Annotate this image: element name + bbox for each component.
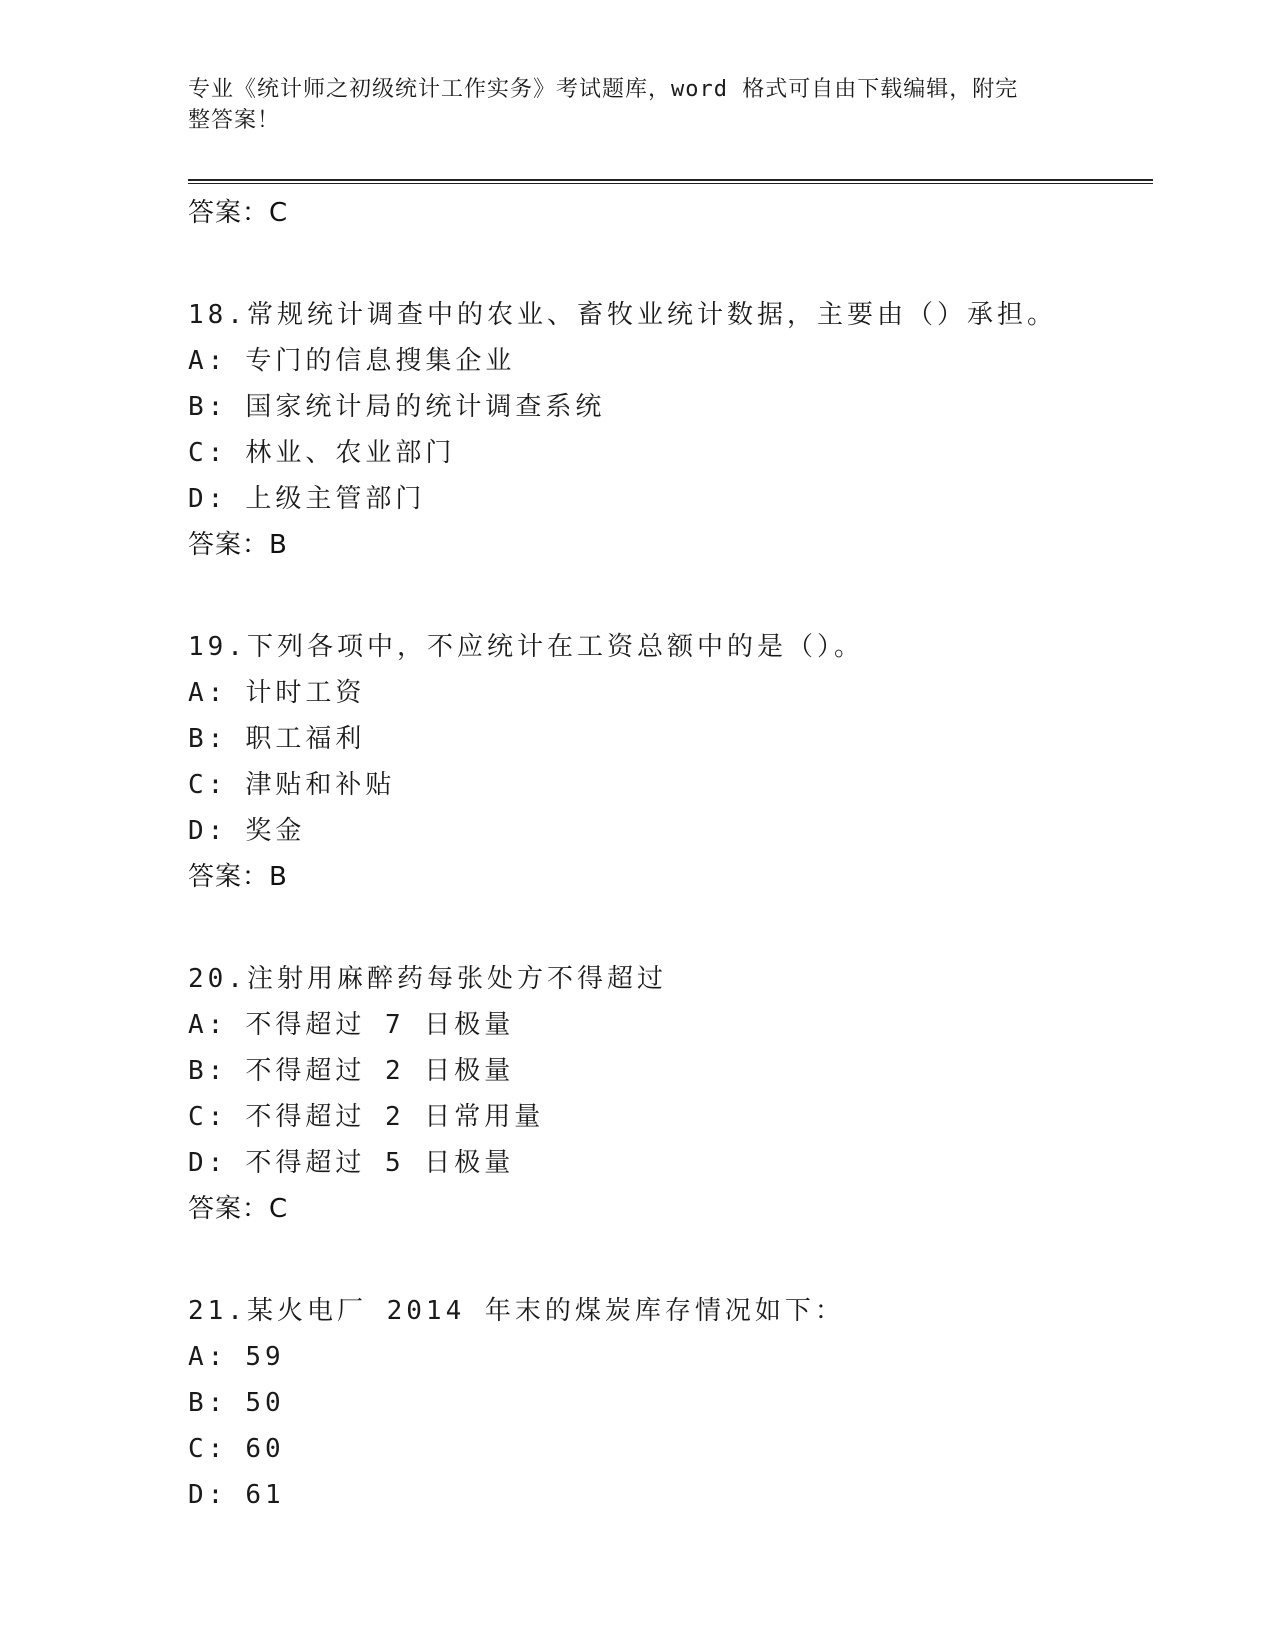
- document-header: [188, 74, 1088, 136]
- spacer: [188, 568, 1148, 624]
- option-b: [188, 1380, 1148, 1426]
- option-letter: C:: [188, 1102, 228, 1132]
- option-text: 上级主管部门: [245, 484, 426, 514]
- option-text: 林业、农业部门: [245, 438, 456, 468]
- question-answer: 答案：B: [188, 862, 288, 892]
- previous-question-answer: 答案：C: [188, 198, 289, 228]
- question-stem: 18.常规统计调查中的农业、畜牧业统计数据，主要由（）承担。: [188, 300, 1057, 330]
- option-text: 津贴和补贴: [245, 770, 396, 800]
- option-text: 奖金: [245, 816, 306, 846]
- option-c: [188, 1426, 1148, 1472]
- option-text: 国家统计局的统计调查系统: [245, 392, 606, 422]
- option-letter: B:: [188, 392, 228, 422]
- option-letter: A:: [188, 1010, 228, 1040]
- option-text: 专门的信息搜集企业: [245, 346, 516, 376]
- option-text: 不得超过 7 日极量: [245, 1010, 515, 1040]
- option-a: [188, 338, 1148, 384]
- option-text: 59: [245, 1342, 285, 1372]
- header-divider-thin: [188, 183, 1153, 184]
- question-19: [188, 624, 1148, 900]
- option-text: 不得超过 2 日常用量: [245, 1102, 545, 1132]
- question-stem: 20.注射用麻醉药每张处方不得超过: [188, 964, 667, 994]
- option-letter: C:: [188, 1434, 228, 1464]
- option-a: [188, 1334, 1148, 1380]
- option-letter: D:: [188, 816, 228, 846]
- option-a: [188, 1002, 1148, 1048]
- option-text: 61: [245, 1480, 285, 1510]
- spacer: [188, 900, 1148, 956]
- option-text: 60: [245, 1434, 285, 1464]
- option-text: 不得超过 2 日极量: [245, 1056, 515, 1086]
- option-b: [188, 716, 1148, 762]
- question-list: [188, 190, 1148, 1518]
- option-letter: C:: [188, 770, 228, 800]
- question-18: [188, 292, 1148, 568]
- option-letter: C:: [188, 438, 228, 468]
- header-line-1: 专业《统计师之初级统计工作实务》考试题库，word 格式可自由下载编辑，附完: [188, 77, 1019, 102]
- header-divider-thick: [188, 179, 1153, 181]
- option-c: [188, 430, 1148, 476]
- option-text: 计时工资: [245, 678, 366, 708]
- option-a: [188, 670, 1148, 716]
- option-text: 不得超过 5 日极量: [245, 1148, 515, 1178]
- question-stem: 21.某火电厂 2014 年末的煤炭库存情况如下：: [188, 1296, 845, 1326]
- option-letter: A:: [188, 346, 228, 376]
- option-d: [188, 476, 1148, 522]
- option-b: [188, 384, 1148, 430]
- spacer: [188, 236, 1148, 292]
- option-letter: A:: [188, 678, 228, 708]
- option-text: 职工福利: [245, 724, 366, 754]
- option-c: [188, 762, 1148, 808]
- question-answer: 答案：B: [188, 530, 288, 560]
- question-answer: 答案：C: [188, 1194, 289, 1224]
- question-20: [188, 956, 1148, 1232]
- option-d: [188, 1472, 1148, 1518]
- option-d: [188, 1140, 1148, 1186]
- option-text: 50: [245, 1388, 285, 1418]
- option-d: [188, 808, 1148, 854]
- option-letter: D:: [188, 1148, 228, 1178]
- question-stem: 19.下列各项中，不应统计在工资总额中的是（）。: [188, 632, 864, 662]
- option-letter: A:: [188, 1342, 228, 1372]
- question-21: [188, 1288, 1148, 1518]
- option-b: [188, 1048, 1148, 1094]
- option-letter: D:: [188, 1480, 228, 1510]
- option-letter: B:: [188, 1056, 228, 1086]
- spacer: [188, 1232, 1148, 1288]
- option-c: [188, 1094, 1148, 1140]
- header-line-2: 整答案！: [188, 108, 281, 133]
- option-letter: B:: [188, 1388, 228, 1418]
- option-letter: D:: [188, 484, 228, 514]
- option-letter: B:: [188, 724, 228, 754]
